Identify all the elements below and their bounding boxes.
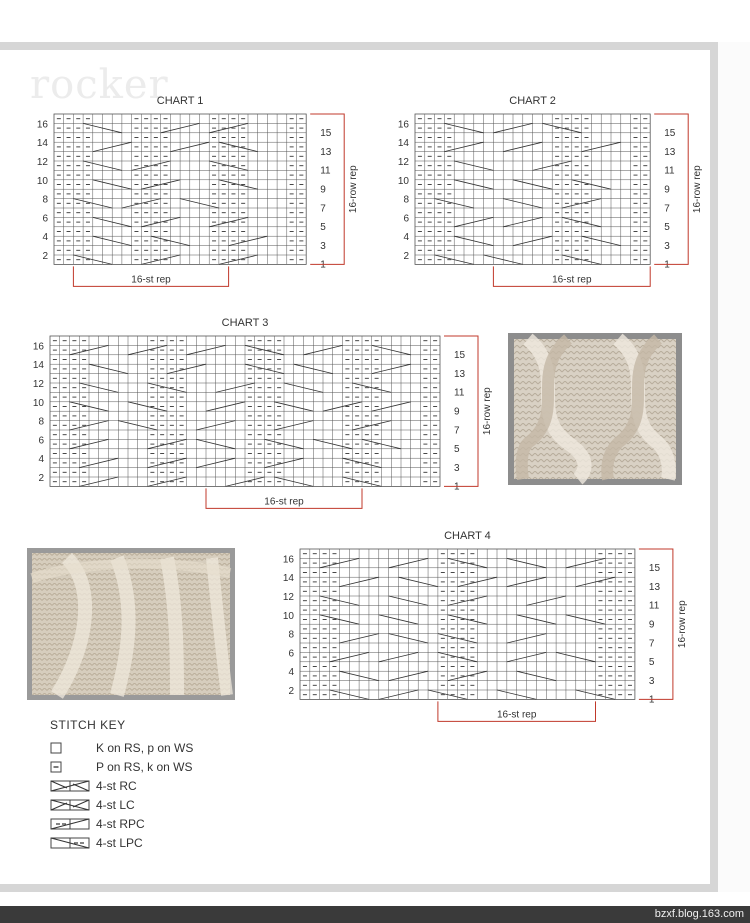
key-row-rpc	[50, 814, 193, 833]
row-number-right: 11	[664, 165, 675, 177]
knit-square-icon	[50, 742, 96, 754]
lpc-cable-icon	[50, 837, 96, 849]
row-number-left: 6	[288, 648, 294, 660]
key-row-lc	[50, 795, 193, 814]
row-number-right: 5	[664, 222, 670, 234]
watermark-title: rocker	[30, 62, 169, 108]
row-rep-label: 16-row rep	[348, 165, 360, 214]
row-number-right: 5	[454, 444, 460, 456]
key-label: 4-st RC	[96, 778, 137, 793]
row-number-left: 4	[38, 454, 44, 466]
page-frame-right	[710, 42, 718, 892]
row-number-right: 5	[320, 222, 326, 234]
row-number-left: 14	[282, 573, 294, 585]
row-number-left: 8	[288, 629, 294, 641]
row-number-left: 16	[282, 554, 294, 566]
key-label: P on RS, k on WS	[96, 759, 193, 774]
chart-grid	[415, 114, 650, 264]
rc-cable-icon	[50, 780, 96, 792]
row-number-left: 6	[38, 435, 44, 447]
stitch-rep-label: 16-st rep	[552, 274, 592, 286]
stitch-rep-label: 16-st rep	[496, 709, 537, 721]
page-frame-bottom	[0, 884, 718, 892]
row-number-right: 9	[454, 406, 460, 418]
row-number-left: 4	[288, 667, 294, 679]
row-number-left: 12	[282, 592, 294, 603]
row-number-right: 3	[648, 675, 655, 687]
row-number-left: 2	[288, 686, 294, 697]
row-number-left: 14	[32, 360, 44, 372]
row-number-right: 7	[648, 638, 655, 650]
purl-dash-icon	[50, 761, 96, 773]
chart-2	[385, 88, 704, 293]
row-rep-label: 16-row rep	[676, 600, 688, 649]
chart-grid	[300, 549, 635, 699]
row-number-right: 1	[648, 694, 655, 706]
chart-title: CHART 1	[156, 95, 204, 107]
stitch-rep-label: 16-st rep	[131, 274, 171, 286]
row-number-right: 3	[320, 240, 326, 252]
chart-title: CHART 4	[444, 530, 491, 542]
row-number-left: 6	[403, 213, 409, 225]
sweater-detail-photo	[27, 548, 235, 700]
row-number-left: 6	[42, 213, 48, 225]
row-number-left: 2	[42, 251, 48, 262]
stitch-key	[50, 718, 193, 852]
row-number-left: 8	[403, 194, 409, 206]
row-number-right: 1	[664, 259, 670, 271]
row-number-left: 8	[42, 194, 48, 206]
row-rep-label: 16-row rep	[692, 165, 704, 214]
key-label: 4-st LC	[96, 797, 135, 812]
row-number-right: 1	[454, 481, 460, 493]
chart-1	[20, 88, 360, 293]
row-number-right: 9	[320, 184, 326, 196]
chart-grid	[54, 114, 306, 264]
row-number-right: 13	[454, 368, 466, 380]
row-number-left: 16	[36, 119, 48, 131]
row-number-left: 10	[36, 175, 48, 187]
row-number-left: 2	[403, 251, 409, 262]
row-number-left: 14	[397, 138, 409, 150]
row-number-right: 13	[320, 146, 332, 158]
row-number-right: 7	[664, 203, 670, 215]
row-number-left: 10	[282, 610, 294, 622]
row-number-left: 16	[32, 341, 44, 353]
row-number-right: 3	[454, 462, 460, 474]
key-row-rc	[50, 776, 193, 795]
row-number-left: 4	[403, 232, 409, 244]
key-label: K on RS, p on WS	[96, 740, 194, 755]
chart-4	[270, 529, 700, 734]
row-number-right: 15	[664, 128, 676, 140]
chart-title: CHART 2	[509, 95, 556, 107]
page-frame-top	[0, 42, 718, 50]
row-number-right: 7	[454, 425, 460, 437]
row-number-left: 12	[397, 157, 409, 168]
row-number-right: 15	[320, 128, 332, 140]
cable-swatch-photo	[508, 333, 682, 485]
row-number-right: 1	[320, 259, 326, 271]
row-rep-label: 16-row rep	[482, 387, 493, 436]
row-number-right: 7	[320, 203, 326, 215]
row-number-right: 15	[454, 350, 466, 362]
chart-title: CHART 3	[221, 317, 269, 329]
row-number-right: 11	[454, 387, 465, 399]
row-number-right: 15	[648, 563, 661, 575]
key-label: 4-st LPC	[96, 835, 143, 850]
row-number-right: 9	[648, 619, 655, 631]
row-number-right: 9	[664, 184, 670, 196]
row-number-left: 14	[36, 138, 48, 150]
stitch-rep-label: 16-st rep	[264, 496, 304, 508]
key-row-purl	[50, 757, 193, 776]
row-number-left: 10	[32, 397, 44, 409]
row-number-left: 10	[397, 175, 409, 187]
footer-bar	[0, 906, 750, 923]
row-number-right: 11	[320, 165, 331, 177]
lc-cable-icon	[50, 799, 96, 811]
key-row-knit	[50, 738, 193, 757]
row-number-left: 8	[38, 416, 44, 428]
key-row-lpc	[50, 833, 193, 852]
stitch-key-title: STITCH KEY	[50, 718, 126, 732]
scan-margin	[718, 42, 750, 892]
row-number-left: 12	[32, 379, 44, 390]
row-number-left: 2	[38, 473, 44, 484]
row-number-left: 4	[42, 232, 48, 244]
chart-grid	[50, 336, 440, 486]
row-number-right: 5	[648, 657, 655, 669]
rpc-cable-icon	[50, 818, 96, 830]
row-number-left: 16	[397, 119, 409, 131]
row-number-right: 3	[664, 240, 670, 252]
row-number-right: 11	[648, 600, 660, 612]
footer-source: bzxf.blog.163.com	[654, 908, 744, 920]
row-number-right: 13	[648, 581, 661, 593]
key-label: 4-st RPC	[96, 816, 145, 831]
row-number-left: 12	[36, 157, 48, 168]
row-number-right: 13	[664, 146, 676, 158]
chart-3	[20, 310, 493, 515]
